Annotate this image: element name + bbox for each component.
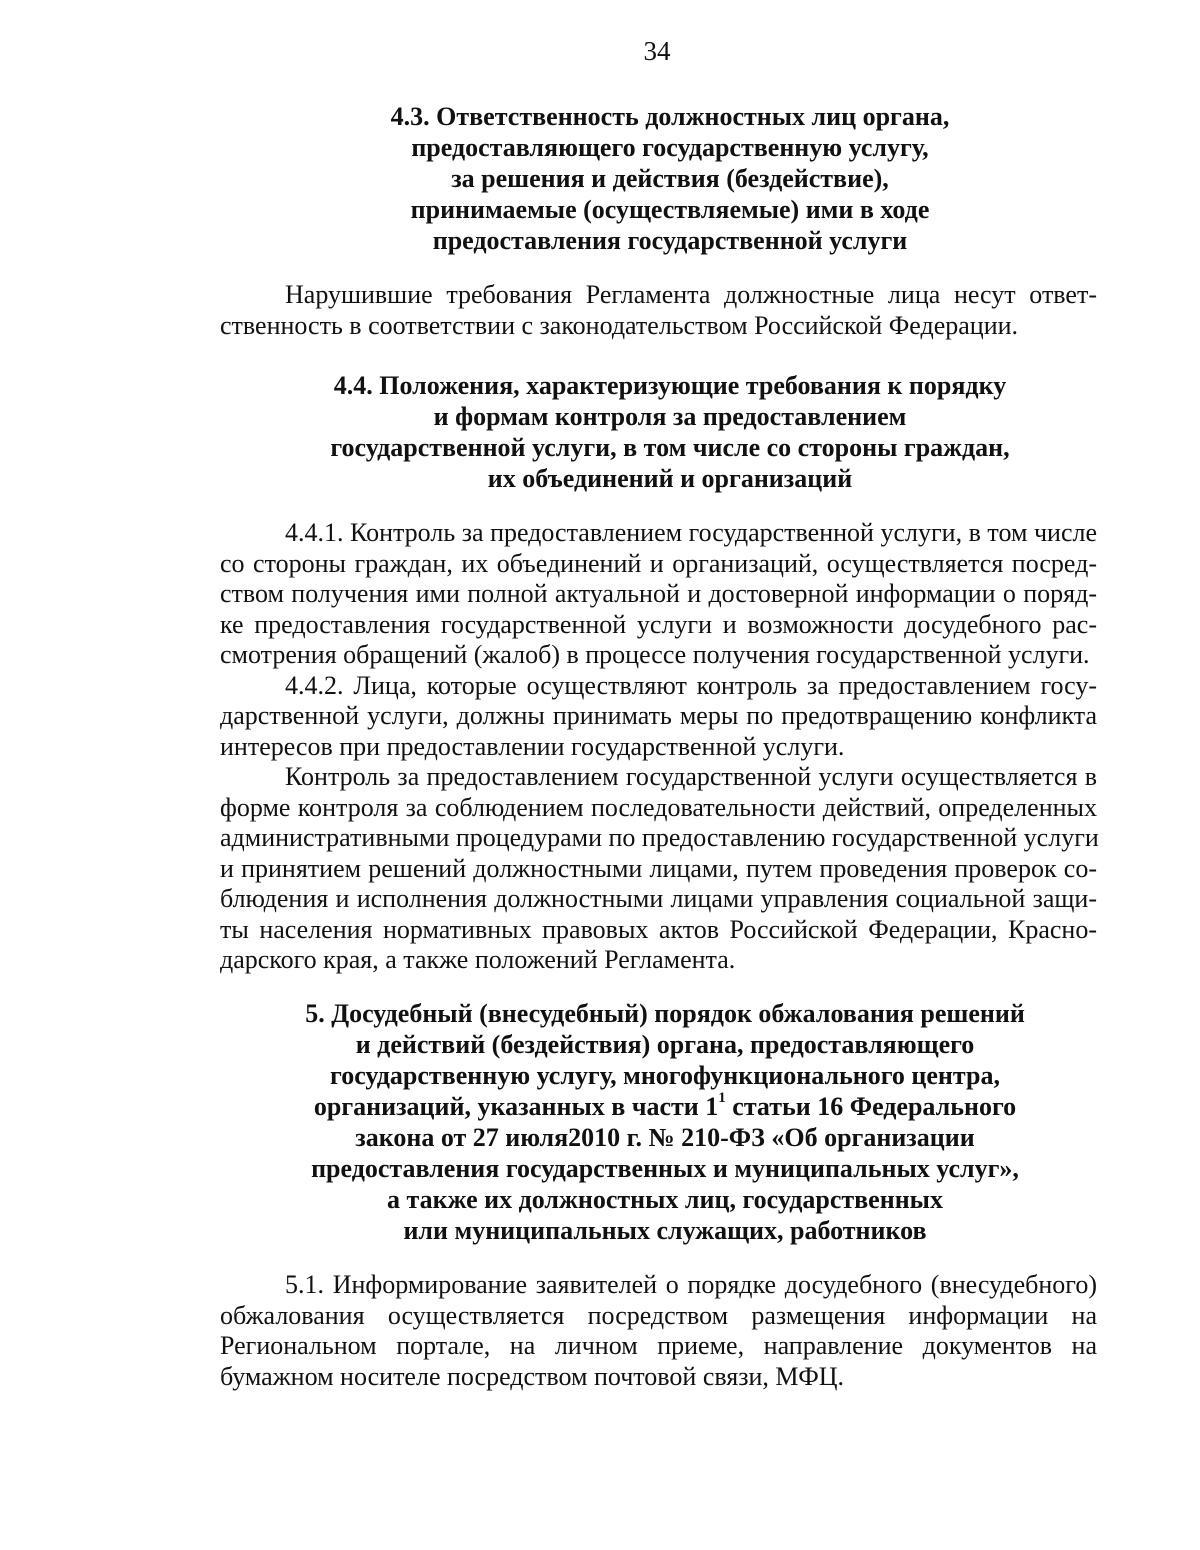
section-5-heading (270, 998, 1060, 1246)
heading-line: и действий (бездействия) органа, предоставляющего (355, 1030, 975, 1059)
heading-line: и формам контроля за предоставлением (433, 402, 907, 431)
heading-line: предоставления государственных и муниципальных услуг», (311, 1154, 1019, 1183)
paragraph-line: бумажном носителе посредством почтовой связи, МФЦ. (220, 1361, 845, 1391)
heading-line: предоставления государственной услуги (432, 226, 908, 255)
paragraph-line: смотрения обращений (жалоб) в процессе получения государственной услуги. (220, 640, 1090, 669)
heading-line: за решения и действия (бездействие), (451, 164, 889, 193)
paragraph-line: административными процедурами по предоставлению государственной услуги (220, 823, 1099, 852)
paragraph-line: 4.4.1. Контроль за предоставлением государственной услуги, в том числе (285, 518, 1097, 547)
heading-line: или муниципальных служащих, работников (403, 1216, 927, 1245)
heading-line: 4.3. Ответственность должностных лиц органа, (390, 102, 950, 131)
heading-line: 5. Досудебный (внесудебный) порядок обжалования решений (305, 999, 1025, 1028)
page-number: 34 (643, 36, 671, 66)
paragraph-line: ственность в соответствии с законодательством Российской Федерации. (220, 310, 1019, 340)
heading-line: их объединений и организаций (487, 464, 853, 493)
section-4-4-body (220, 518, 1097, 976)
paragraph-line: и принятием решений должностными лицами, путем проведения проверок со- (220, 853, 1097, 883)
heading-line: предоставляющего государственную услугу, (411, 133, 929, 162)
heading-line: государственную услугу, многофункционального центра, (330, 1061, 1000, 1090)
paragraph-line: блюдения и исполнения должностными лицами управления социальной защи- (220, 884, 1097, 913)
paragraph-line: обжалования осуществляется посредством размещения информации на (220, 1300, 1097, 1330)
paragraph-line: форме контроля за соблюдением последовательности действий, определенных (220, 792, 1097, 822)
paragraph-line: Нарушившие требования Регламента должностные лица несут ответ- (285, 280, 1097, 309)
heading-line: а также их должностных лиц, государственных (387, 1185, 943, 1214)
section-4-4-heading (280, 370, 1060, 494)
paragraph-line: ты населения нормативных правовых актов Российской Федерации, Красно- (220, 914, 1097, 944)
heading-line: закона от 27 июля2010 г. № 210-ФЗ «Об организации (355, 1123, 975, 1152)
paragraph-line: ством получения ими полной актуальной и достоверной информации о поряд- (220, 579, 1097, 608)
superscript: 1 (718, 1090, 726, 1107)
section-4-3-paragraph (220, 280, 1097, 341)
paragraph-line: дарского края, а также положений Регламента. (220, 945, 736, 974)
paragraph-line: 5.1. Информирование заявителей о порядке досудебного (внесудебного) (285, 1270, 1097, 1299)
section-5-1-paragraph (220, 1270, 1097, 1392)
heading-line (270, 1091, 1060, 1122)
heading-line: 4.4. Положения, характеризующие требования к порядку (333, 371, 1007, 400)
paragraph-line: Контроль за предоставлением государственной услуги осуществляется в (285, 762, 1097, 791)
section-4-3-heading (320, 101, 1020, 256)
heading-line-text: организаций, указанных в части 1 (313, 1092, 719, 1121)
paragraph-line: 4.4.2. Лица, которые осуществляют контроль за предоставлением госу- (285, 670, 1097, 700)
heading-line-text: статьи 16 Федерального (725, 1092, 1017, 1121)
paragraph-line: дарственной услуги, должны принимать меры по предотвращению конфликта (220, 701, 1097, 730)
paragraph-line: ке предоставления государственной услуги и возможности досудебного рас- (220, 609, 1097, 639)
paragraph-line: интересов при предоставлении государственной услуги. (220, 731, 845, 761)
heading-line: государственной услуги, в том числе со стороны граждан, (330, 433, 1010, 462)
paragraph-line: со стороны граждан, их объединений и организаций, осуществляется посред- (220, 548, 1097, 578)
heading-line: принимаемые (осуществляемые) ими в ходе (410, 195, 930, 224)
paragraph-line: Региональном портале, на личном приеме, направление документов на (220, 1331, 1097, 1360)
